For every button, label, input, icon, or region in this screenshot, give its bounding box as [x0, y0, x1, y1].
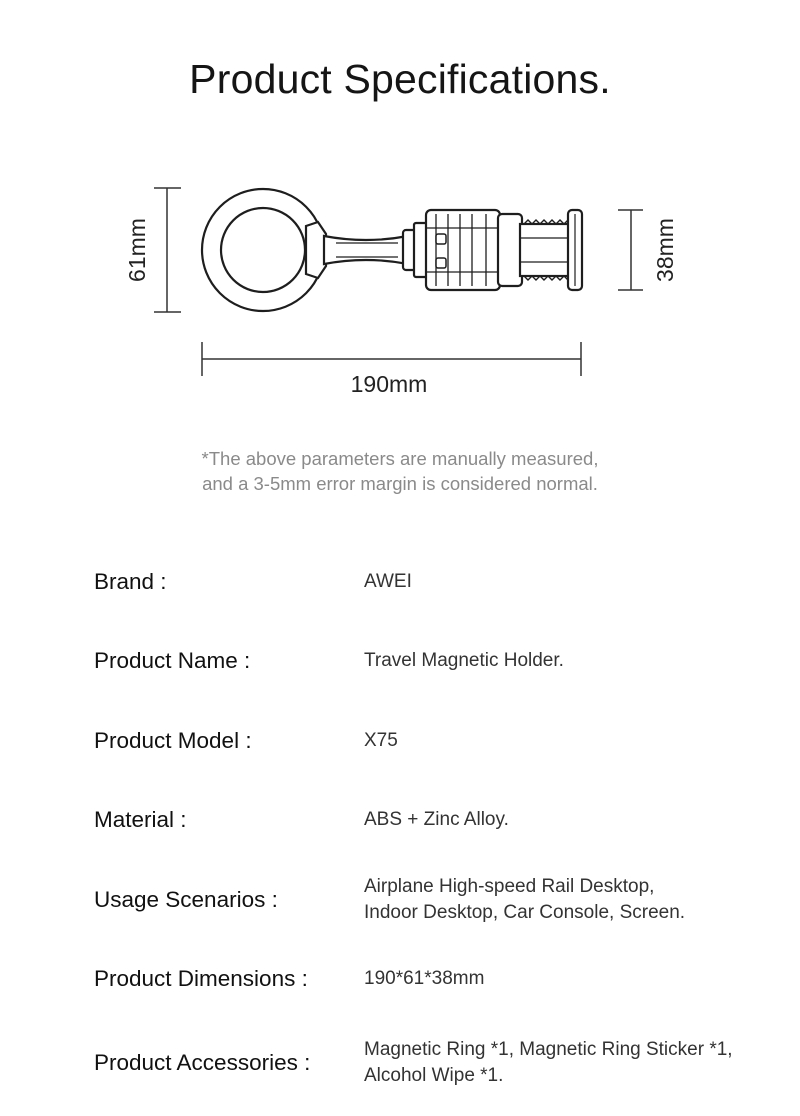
- spec-value-line: Alcohol Wipe *1.: [364, 1065, 504, 1086]
- depth-label: 38mm: [652, 218, 679, 282]
- spec-label: Product Accessories :: [94, 1050, 311, 1075]
- spec-row-product-model: [94, 725, 794, 757]
- depth-dimension: [618, 210, 643, 290]
- height-dimension: [154, 188, 181, 312]
- holder-illustration: [202, 189, 582, 311]
- note-line-2: and a 3-5mm error margin is considered normal.: [202, 473, 598, 494]
- spec-value: X75: [364, 730, 398, 751]
- spec-label: Product Model :: [94, 728, 252, 753]
- spec-row-product-dimensions: [94, 963, 794, 995]
- spec-row-brand: [94, 566, 794, 598]
- spec-value-line: Indoor Desktop, Car Console, Screen.: [364, 902, 686, 923]
- spec-row-usage-scenarios: [94, 874, 794, 926]
- spec-value-line: Magnetic Ring *1, Magnetic Ring Sticker *1,: [364, 1039, 733, 1060]
- spec-value: Travel Magnetic Holder.: [364, 650, 564, 671]
- spec-value: [364, 874, 685, 926]
- product-dimension-diagram: [0, 170, 800, 410]
- spec-value: [364, 1037, 733, 1089]
- page-title: Product Specifications.: [189, 56, 611, 102]
- width-label: 190mm: [350, 371, 428, 397]
- spec-row-material: [94, 804, 794, 836]
- spec-label: Product Name :: [94, 648, 251, 673]
- spec-label: Usage Scenarios :: [94, 887, 278, 912]
- height-label: 61mm: [124, 218, 151, 282]
- spec-label: Product Dimensions :: [94, 966, 308, 991]
- spec-row-product-accessories: [94, 1037, 794, 1089]
- spec-label: Brand :: [94, 569, 167, 594]
- measurement-note: [0, 446, 800, 496]
- spec-value: 190*61*38mm: [364, 968, 485, 989]
- note-line-1: *The above parameters are manually measured,: [201, 448, 599, 469]
- spec-value: AWEI: [364, 571, 412, 592]
- spec-label: Material :: [94, 807, 187, 832]
- spec-value-line: Airplane High-speed Rail Desktop,: [364, 876, 655, 897]
- spec-value: ABS + Zinc Alloy.: [364, 809, 509, 830]
- spec-row-product-name: [94, 645, 794, 677]
